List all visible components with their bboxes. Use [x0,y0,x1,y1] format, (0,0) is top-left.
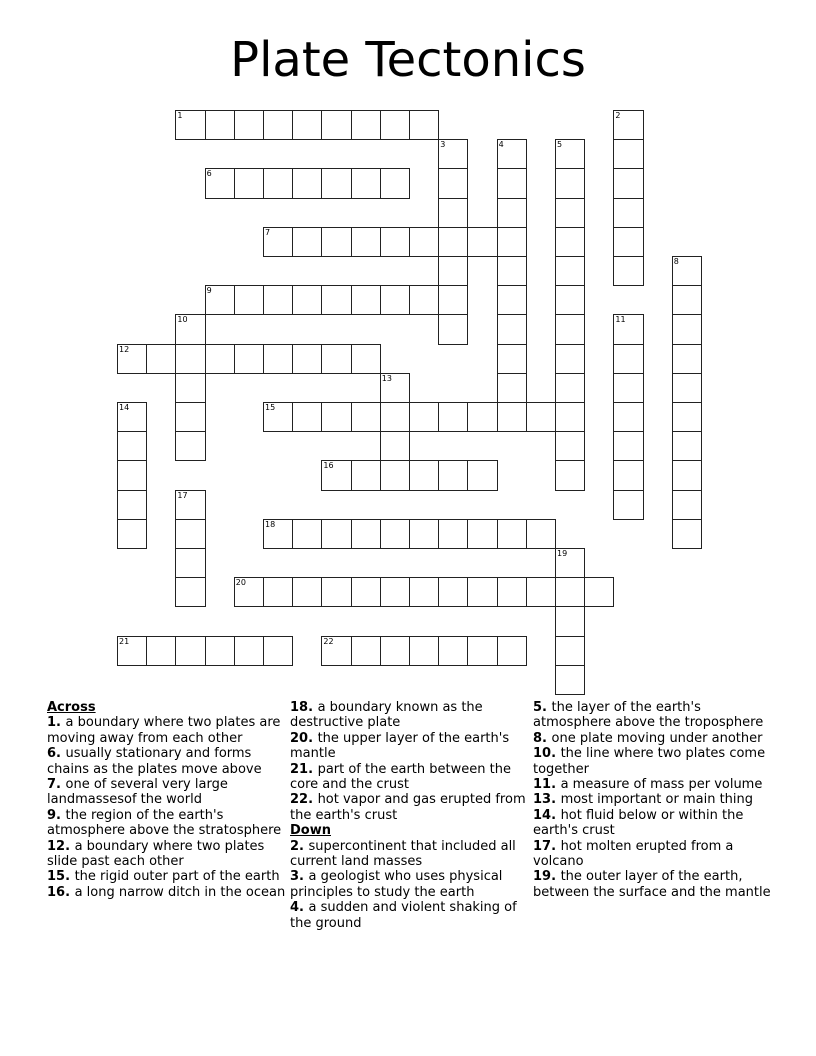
grid-cell[interactable] [117,344,147,374]
grid-cell[interactable] [438,314,468,344]
clue-text: the outer layer of the earth, between the surface and the mantle [533,869,771,900]
clue-number-dot: . [65,869,75,885]
grid-cell[interactable] [292,344,322,374]
grid-cell[interactable] [175,577,205,607]
across-clue [47,869,287,884]
clue-number: 14 [533,807,552,823]
clue-text: hot fluid below or within the earth's crust [533,807,744,839]
clue-number: 16 [47,884,66,900]
grid-cell[interactable] [146,344,176,374]
grid-cell[interactable] [526,577,556,607]
down-clue [533,869,778,900]
grid-cell[interactable] [205,168,235,198]
clue-number-dot: . [299,900,309,916]
clue-number-dot: . [308,761,318,777]
clue-number-label: 6 [206,169,212,179]
grid-cell[interactable] [205,344,235,374]
grid-cell[interactable] [613,139,643,169]
grid-cell[interactable] [263,402,293,432]
clue-number-label: 15 [265,403,276,412]
grid-cell[interactable] [672,519,702,549]
grid-cell[interactable] [672,460,702,490]
grid-cell[interactable] [263,110,293,140]
across-heading: Across [47,700,96,715]
across-clue [47,715,287,746]
grid-cell[interactable] [351,227,381,257]
grid-cell[interactable] [555,577,585,607]
grid-cell[interactable] [321,110,351,140]
grid-cell[interactable] [613,402,643,432]
grid-cell[interactable] [205,636,235,666]
clue-number-dot: . [65,838,75,854]
clue-text: a sudden and violent shaking of the ground [290,900,517,931]
grid-cell[interactable] [438,256,468,286]
grid-cell[interactable] [234,344,264,374]
clue-number-dot: . [551,869,561,885]
clue-number: 13 [533,792,552,808]
grid-cell[interactable] [380,402,410,432]
grid-cell[interactable] [613,460,643,490]
clue-number-dot: . [308,700,318,715]
grid-cell[interactable] [409,285,439,315]
clue-number-label: 12 [119,344,130,354]
grid-cell[interactable] [263,227,293,257]
grid-cell[interactable] [672,344,702,374]
grid-cell[interactable] [438,577,468,607]
clue-number-dot: . [308,730,318,746]
clue-text: supercontinent that included all current land masses [290,838,516,870]
grid-cell[interactable] [526,402,556,432]
clue-number-label: 14 [119,403,130,412]
grid-cell[interactable] [351,285,381,315]
grid-cell[interactable] [409,227,439,257]
down-clue [533,731,778,746]
across-clue [47,839,287,870]
clue-text: the upper layer of the earth's mantle [290,730,510,762]
grid-cell[interactable] [555,198,585,228]
clue-text: one plate moving under another [551,730,763,746]
grid-cell[interactable] [555,548,585,578]
grid-cell[interactable] [117,636,147,666]
grid-cell[interactable] [409,577,439,607]
grid-cell[interactable] [438,227,468,257]
clue-number-dot: . [299,869,309,885]
grid-cell[interactable] [497,139,527,169]
clue-text: a geologist who uses physical principles to study the earth [290,869,503,900]
grid-cell[interactable] [555,606,585,636]
grid-cell[interactable] [497,402,527,432]
grid-cell[interactable] [497,519,527,549]
clue-text: a measure of mass per volume [560,777,763,793]
down-clue [533,700,778,731]
down-clue [533,839,778,870]
clue-number: 8 [533,730,543,746]
grid-cell[interactable] [497,577,527,607]
grid-cell[interactable] [146,636,176,666]
grid-cell[interactable] [175,636,205,666]
grid-cell[interactable] [526,519,556,549]
across-clue [290,762,530,793]
grid-cell[interactable] [380,636,410,666]
clue-number-label: 8 [673,257,679,266]
grid-cell[interactable] [438,168,468,198]
grid-cell[interactable] [175,519,205,549]
clues-column-1 [47,700,287,900]
grid-cell[interactable] [175,344,205,374]
grid-cell[interactable] [409,460,439,490]
clue-number: 18 [290,700,309,715]
grid-cell[interactable] [438,636,468,666]
grid-cell[interactable] [292,577,322,607]
grid-cell[interactable] [175,431,205,461]
down-clue [290,839,530,870]
grid-cell[interactable] [613,373,643,403]
clue-number-label: 16 [323,461,334,471]
clue-text: hot vapor and gas erupted from the earth's crust [290,792,526,823]
grid-cell[interactable] [672,314,702,344]
clue-number: 3 [290,869,300,885]
clue-text: hot molten erupted from a volcano [533,838,734,870]
grid-cell[interactable] [497,636,527,666]
grid-cell[interactable] [467,402,497,432]
grid-cell[interactable] [380,110,410,140]
down-clue [290,869,530,900]
clue-number-dot: . [551,746,561,762]
clue-number-label: 18 [265,519,276,529]
grid-cell[interactable] [497,285,527,315]
grid-cell[interactable] [380,168,410,198]
grid-cell[interactable] [438,139,468,169]
grid-cell[interactable] [351,344,381,374]
grid-cell[interactable] [555,227,585,257]
grid-cell[interactable] [380,519,410,549]
grid-cell[interactable] [555,665,585,695]
grid-cell[interactable] [613,110,643,140]
grid-cell[interactable] [175,548,205,578]
grid-cell[interactable] [117,431,147,461]
grid-cell[interactable] [584,577,614,607]
across-clue [290,700,530,731]
clues-column-2 [290,700,530,931]
clue-number: 1 [47,715,57,731]
grid-cell[interactable] [380,577,410,607]
grid-cell[interactable] [613,344,643,374]
grid-cell[interactable] [555,285,585,315]
grid-cell[interactable] [380,431,410,461]
grid-cell[interactable] [613,227,643,257]
grid-cell[interactable] [380,285,410,315]
clue-number: 5 [533,700,543,715]
grid-cell[interactable] [263,519,293,549]
clue-text: the layer of the earth's atmosphere above the troposphere [533,700,764,731]
clue-number-label: 2 [615,111,621,120]
grid-cell[interactable] [467,460,497,490]
grid-cell[interactable] [409,519,439,549]
grid-cell[interactable] [351,636,381,666]
clue-number-label: 17 [177,490,188,500]
clue-number: 4 [290,900,300,916]
grid-cell[interactable] [672,285,702,315]
grid-cell[interactable] [117,460,147,490]
grid-cell[interactable] [555,139,585,169]
grid-cell[interactable] [438,402,468,432]
clue-number-label: 21 [119,636,130,646]
grid-cell[interactable] [555,314,585,344]
clue-number: 10 [533,746,552,762]
grid-cell[interactable] [234,577,264,607]
across-clue [290,792,530,823]
clue-number-label: 3 [440,140,446,150]
clue-text: part of the earth between the core and the crust [290,761,511,793]
grid-cell[interactable] [409,402,439,432]
grid-cell[interactable] [380,373,410,403]
grid-cell[interactable] [117,519,147,549]
down-clue [533,746,778,777]
grid-cell[interactable] [438,460,468,490]
clue-number-dot: . [56,715,66,731]
clue-number-label: 9 [206,286,212,296]
grid-cell[interactable] [409,110,439,140]
grid-cell[interactable] [351,402,381,432]
clue-number: 15 [47,869,66,885]
clue-number: 11 [533,777,552,793]
clue-number: 21 [290,761,309,777]
grid-cell[interactable] [555,373,585,403]
grid-cell[interactable] [351,460,381,490]
grid-cell[interactable] [555,460,585,490]
clue-number-label: 22 [323,636,334,646]
clue-number-label: 4 [498,140,504,150]
clue-number: 19 [533,869,552,885]
grid-cell[interactable] [175,314,205,344]
grid-cell[interactable] [321,519,351,549]
grid-cell[interactable] [672,431,702,461]
grid-cell[interactable] [497,344,527,374]
clue-number-dot: . [65,884,75,900]
grid-cell[interactable] [117,490,147,520]
grid-cell[interactable] [672,256,702,286]
grid-cell[interactable] [175,373,205,403]
clue-number: 9 [47,807,57,823]
grid-cell[interactable] [292,227,322,257]
grid-cell[interactable] [438,519,468,549]
grid-cell[interactable] [234,110,264,140]
clue-number-dot: . [551,838,561,854]
grid-cell[interactable] [321,227,351,257]
clue-number-dot: . [308,792,318,808]
grid-cell[interactable] [117,402,147,432]
grid-cell[interactable] [555,256,585,286]
grid-cell[interactable] [467,636,497,666]
clue-text: the region of the earth's atmosphere above the stratosphere [47,807,282,839]
across-clue [47,746,287,777]
clue-number: 17 [533,838,552,854]
clue-number: 22 [290,792,309,808]
grid-cell[interactable] [497,227,527,257]
across-clue [47,808,287,839]
clue-number-dot: . [542,730,552,746]
clue-text: most important or main thing [560,792,754,808]
grid-cell[interactable] [321,344,351,374]
grid-cell[interactable] [175,110,205,140]
clue-number: 7 [47,777,57,793]
clue-number-dot: . [551,777,561,793]
clue-text: a boundary known as the destructive plate [290,700,483,731]
grid-cell[interactable] [292,285,322,315]
clue-text: a long narrow ditch in the ocean [74,884,286,900]
clue-number-label: 13 [381,373,392,383]
clue-text: a boundary where two plates are moving away from each other [47,715,281,746]
grid-cell[interactable] [555,431,585,461]
grid-cell[interactable] [613,490,643,520]
clue-number-label: 5 [557,140,563,150]
clue-number-label: 1 [177,111,183,120]
clue-number-label: 19 [557,549,568,558]
grid-cell[interactable] [672,373,702,403]
grid-cell[interactable] [613,256,643,286]
grid-cell[interactable] [292,168,322,198]
clue-number: 12 [47,838,66,854]
grid-cell[interactable] [555,636,585,666]
grid-cell[interactable] [205,285,235,315]
grid-cell[interactable] [263,577,293,607]
grid-cell[interactable] [409,636,439,666]
down-clue [290,900,530,931]
clue-number: 20 [290,730,309,746]
grid-cell[interactable] [321,285,351,315]
grid-cell[interactable] [292,110,322,140]
grid-cell[interactable] [613,314,643,344]
grid-cell[interactable] [321,577,351,607]
clue-number-dot: . [299,838,309,854]
grid-cell[interactable] [351,577,381,607]
grid-cell[interactable] [555,168,585,198]
grid-cell[interactable] [351,519,381,549]
grid-cell[interactable] [380,227,410,257]
grid-cell[interactable] [292,402,322,432]
grid-cell[interactable] [321,402,351,432]
down-clue [533,777,778,792]
grid-cell[interactable] [263,285,293,315]
grid-cell[interactable] [438,198,468,228]
grid-cell[interactable] [263,344,293,374]
across-clue [47,885,287,900]
across-clue [290,731,530,762]
grid-cell[interactable] [497,256,527,286]
grid-cell[interactable] [672,490,702,520]
grid-cell[interactable] [438,285,468,315]
grid-cell[interactable] [555,402,585,432]
clue-text: the line where two plates come together [533,746,766,777]
grid-cell[interactable] [497,168,527,198]
clues-column-3 [533,700,778,900]
clue-text: a boundary where two plates slide past each other [47,838,265,870]
puzzle-title: Plate Tectonics [230,32,586,88]
clue-number-dot: . [542,700,552,715]
grid-cell[interactable] [234,168,264,198]
down-clue [533,808,778,839]
clue-number-dot: . [551,792,561,808]
clue-text: one of several very large landmassesof the world [47,777,228,808]
grid-cell[interactable] [205,110,235,140]
grid-cell[interactable] [321,636,351,666]
grid-cell[interactable] [613,431,643,461]
grid-cell[interactable] [497,198,527,228]
down-clue [533,792,778,807]
clue-text: usually stationary and forms chains as the plates move above [47,746,262,777]
grid-cell[interactable] [175,490,205,520]
grid-cell[interactable] [321,460,351,490]
grid-cell[interactable] [497,373,527,403]
grid-cell[interactable] [613,198,643,228]
grid-cell[interactable] [351,110,381,140]
clue-number-dot: . [551,807,561,823]
across-clue [47,777,287,808]
grid-cell[interactable] [555,344,585,374]
grid-cell[interactable] [467,519,497,549]
grid-cell[interactable] [234,636,264,666]
grid-cell[interactable] [467,577,497,607]
clue-number-dot: . [56,746,66,762]
grid-cell[interactable] [467,227,497,257]
clue-number-label: 11 [615,315,626,325]
grid-cell[interactable] [351,168,381,198]
grid-cell[interactable] [672,402,702,432]
clue-number-label: 20 [235,578,246,588]
grid-cell[interactable] [380,460,410,490]
clue-number-dot: . [56,777,66,793]
grid-cell[interactable] [234,285,264,315]
clue-number: 6 [47,746,57,762]
grid-cell[interactable] [263,636,293,666]
clue-text: the rigid outer part of the earth [74,869,280,885]
clue-number-label: 10 [177,315,188,325]
grid-cell[interactable] [321,168,351,198]
grid-cell[interactable] [613,168,643,198]
clue-number-dot: . [56,807,66,823]
down-heading: Down [290,823,331,839]
grid-cell[interactable] [263,168,293,198]
grid-cell[interactable] [292,519,322,549]
clue-number-label: 7 [265,227,271,237]
clue-number: 2 [290,838,300,854]
grid-cell[interactable] [497,314,527,344]
grid-cell[interactable] [175,402,205,432]
